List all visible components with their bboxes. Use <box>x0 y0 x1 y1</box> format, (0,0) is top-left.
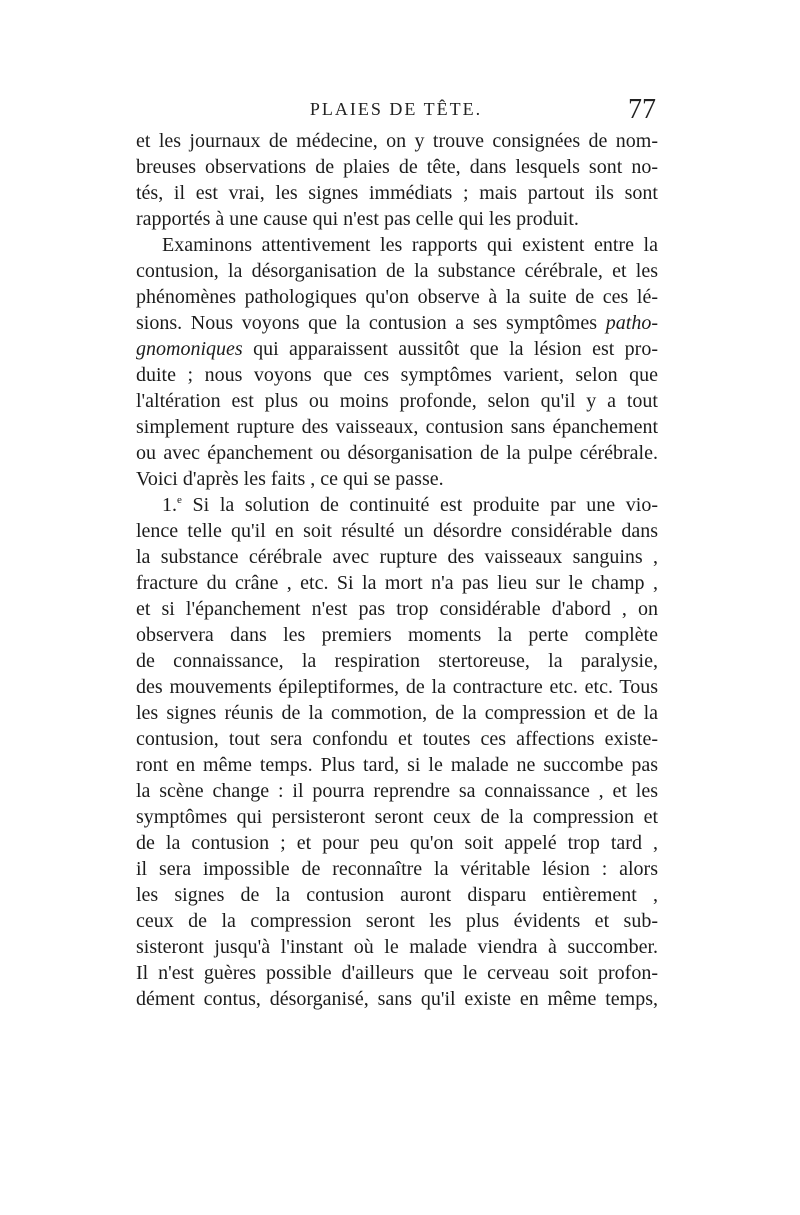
text-line: tés, il est vrai, les signes immédiats ; mais partout ils sont <box>136 182 658 204</box>
page-header <box>136 96 656 126</box>
text-line: de la contusion ; et pour peu qu'on soit appelé trop tard , <box>136 832 658 854</box>
text-line: et les journaux de médecine, on y trouve consignées de nom- <box>136 130 658 152</box>
text-line: ceux de la compression seront les plus évidents et sub- <box>136 910 658 932</box>
text-line: de connaissance, la respiration stertoreuse, la paralysie, <box>136 650 658 672</box>
text-line: il sera impossible de reconnaître la véritable lésion : alors <box>136 858 658 880</box>
text-line: dément contus, désorganisé, sans qu'il existe en même temps, <box>136 988 658 1010</box>
italic-term: gnomoniques <box>136 338 243 360</box>
text-line: lence telle qu'il en soit résulté un désordre considérable dans <box>136 520 658 542</box>
running-title: PLAIES DE TÊTE. <box>309 99 483 119</box>
text-line <box>136 336 658 362</box>
text-line: phénomènes pathologiques qu'on observe à la suite de ces lé- <box>136 286 658 308</box>
text-line: contusion, la désorganisation de la substance cérébrale, et les <box>136 260 658 282</box>
text-line: fracture du crâne , etc. Si la mort n'a pas lieu sur le champ , <box>136 572 658 594</box>
text-line: breuses observations de plaies de tête, dans lesquels sont no- <box>136 156 658 178</box>
text-line: duite ; nous voyons que ces symptômes varient, selon que <box>136 364 658 386</box>
text-line: rapportés à une cause qui n'est pas celle qui les produit. <box>136 208 579 230</box>
text-line <box>136 492 658 518</box>
text-line: Examinons attentivement les rapports qui existent entre la <box>162 234 658 256</box>
text-segment: sions. Nous voyons que la contusion a ses symptômes <box>136 312 598 334</box>
text-segment: qui apparaissent aussitôt que la lésion est pro- <box>253 338 659 360</box>
italic-term: patho- <box>605 312 659 334</box>
text-line: ou avec épanchement ou désorganisation de la pulpe cérébrale. <box>136 442 658 464</box>
text-line: Voici d'après les faits , ce qui se passe. <box>136 468 444 490</box>
body-text <box>136 128 658 1012</box>
text-line: simplement rupture des vaisseaux, contusion sans épanchement <box>136 416 658 438</box>
text-line: et si l'épanchement n'est pas trop considérable d'abord , on <box>136 598 658 620</box>
text-segment: Si la solution de continuité est produite par une vio- <box>192 494 659 516</box>
text-line: ront en même temps. Plus tard, si le malade ne succombe pas <box>136 754 658 776</box>
item-number-digit: 1. <box>162 494 177 516</box>
item-number <box>162 494 182 516</box>
text-line: l'altération est plus ou moins profonde, selon qu'il y a tout <box>136 390 658 412</box>
text-line: symptômes qui persisteront seront ceux de la compression et <box>136 806 658 828</box>
text-line: la scène change : il pourra reprendre sa connaissance , et les <box>136 780 658 802</box>
text-line: observera dans les premiers moments la perte complète <box>136 624 658 646</box>
item-number-sup: e <box>177 494 182 506</box>
text-line: les signes réunis de la commotion, de la compression et de la <box>136 702 658 724</box>
page-number: 77 <box>628 94 656 125</box>
text-line <box>136 310 658 336</box>
text-line: des mouvements épileptiformes, de la contracture etc. etc. Tous <box>136 676 658 698</box>
text-line: Il n'est guères possible d'ailleurs que le cerveau soit profon- <box>136 962 658 984</box>
text-line: les signes de la contusion auront disparu entièrement , <box>136 884 658 906</box>
text-line: la substance cérébrale avec rupture des vaisseaux sanguins , <box>136 546 658 568</box>
text-line: sisteront jusqu'à l'instant où le malade viendra à succomber. <box>136 936 658 958</box>
text-line: contusion, tout sera confondu et toutes ces affections existe- <box>136 728 658 750</box>
